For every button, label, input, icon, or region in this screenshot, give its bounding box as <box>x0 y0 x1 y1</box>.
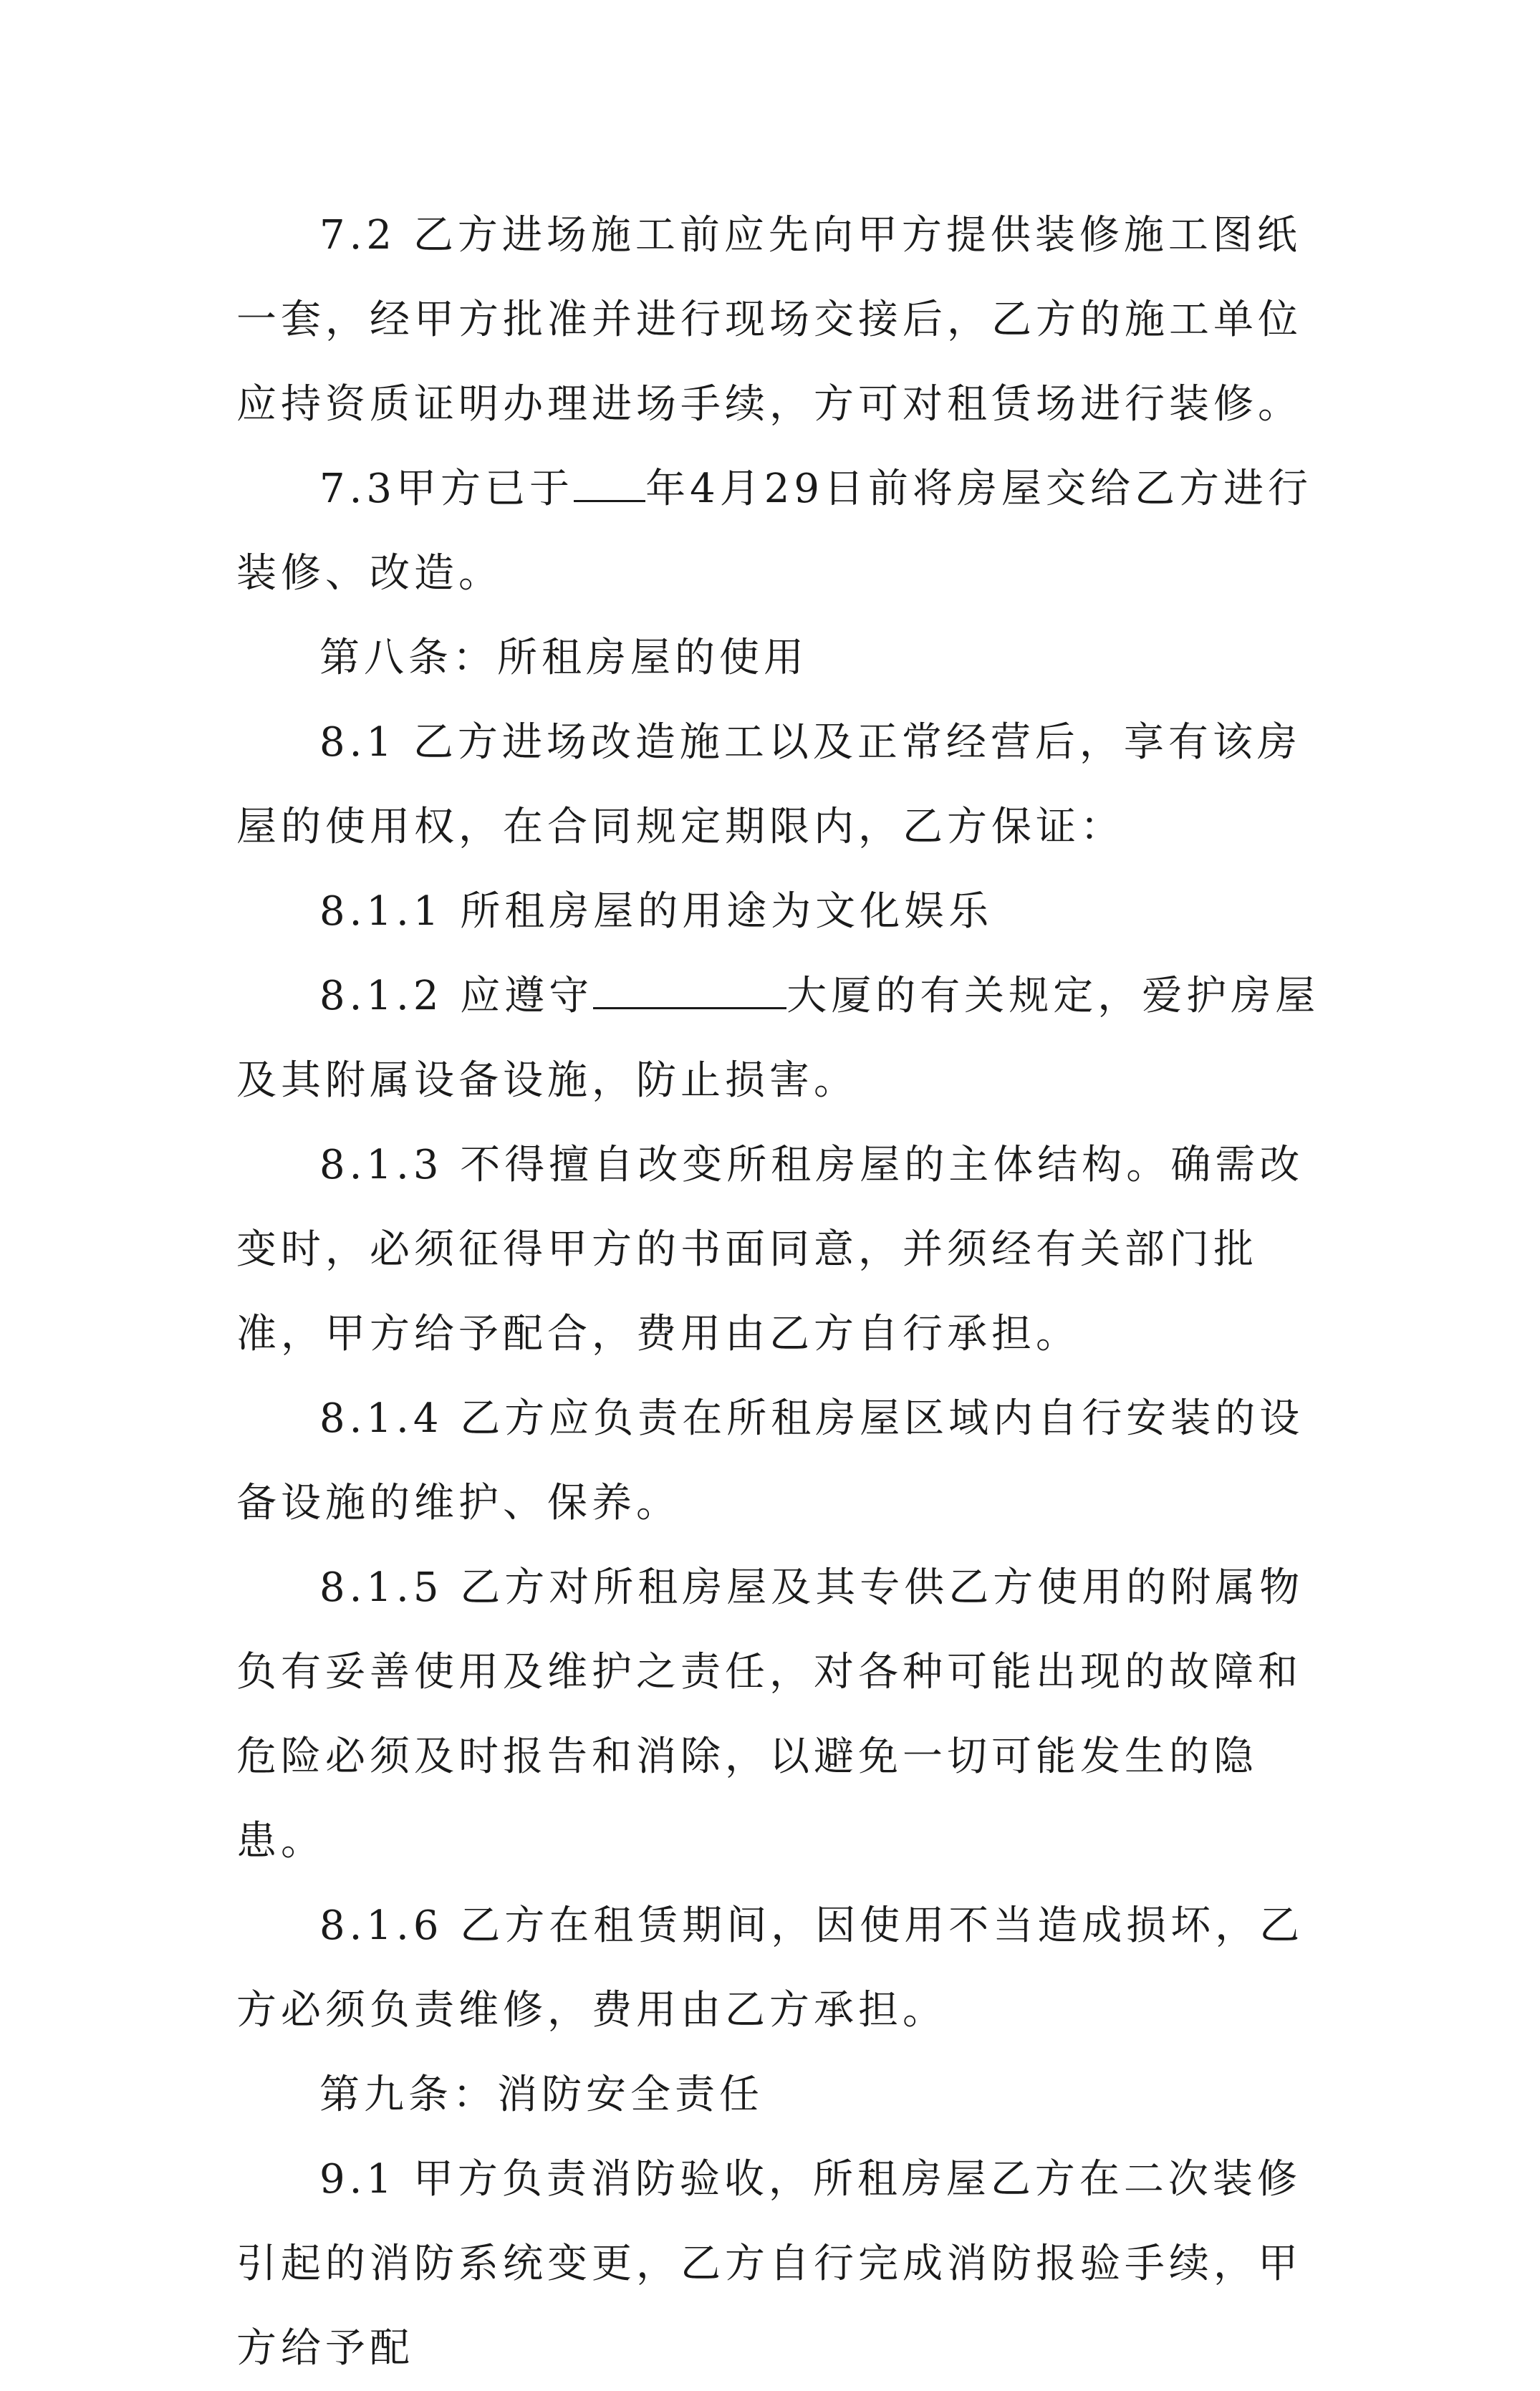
clause-8-1-3: 8.1.3 不得擅自改变所租房屋的主体结构。确需改变时，必须征得甲方的书面同意，并须经有关部门批准，甲方给予配合，费用由乙方自行承担。 <box>236 1142 1304 1357</box>
clause-7-2: 7.2 乙方进场施工前应先向甲方提供装修施工图纸一套，经甲方批准并进行现场交接后，乙方的施工单位应持资质证明办理进场手续，方可对租赁场进行装修。 <box>236 212 1302 428</box>
clause-8-1: 8.1 乙方进场改造施工以及正常经营后，享有该房屋的使用权，在合同规定期限内，乙方保证： <box>236 719 1301 850</box>
clause-9-1: 9.1 甲方负责消防验收，所租房屋乙方在二次装修引起的消防系统变更，乙方自行完成消防报验手续，甲方给予配 <box>236 2156 1302 2372</box>
clause-8-1-6: 8.1.6 乙方在租赁期间，因使用不当造成损坏，乙方必须负责维修，费用由乙方承担。 <box>236 1902 1304 2034</box>
document-body <box>236 193 1332 2391</box>
clause-8-1-1: 8.1.1 所租房屋的用途为文化娱乐 <box>319 888 993 935</box>
article-9-heading: 第九条：消防安全责任 <box>319 2072 764 2118</box>
clause-8-1-2-prefix: 8.1.2 应遵守 <box>319 973 594 1019</box>
clause-8-1-5: 8.1.5 乙方对所租房屋及其专供乙方使用的附属物负有妥善使用及维护之责任，对各种可能出现的故障和危险必须及时报告和消除，以避免一切可能发生的隐患。 <box>236 1564 1304 1865</box>
clause-7-3-prefix: 7.3甲方已于 <box>319 466 574 512</box>
clause-8-1-2-suffix: 大厦的有关规定，爱护房屋及其附属设备设施，防止损害。 <box>236 973 1320 1104</box>
building-name-blank <box>593 967 786 1009</box>
clause-8-1-2 <box>236 954 1332 1123</box>
article-8-heading: 第八条：所租房屋的使用 <box>319 635 808 681</box>
clause-7-3 <box>236 447 1332 616</box>
clause-7-3-suffix: 年4月29日前将房屋交给乙方进行装修、改造。 <box>236 466 1312 597</box>
clause-8-1-4: 8.1.4 乙方应负责在所租房屋区域内自行安装的设备设施的维护、保养。 <box>236 1395 1304 1526</box>
year-blank <box>574 460 645 502</box>
